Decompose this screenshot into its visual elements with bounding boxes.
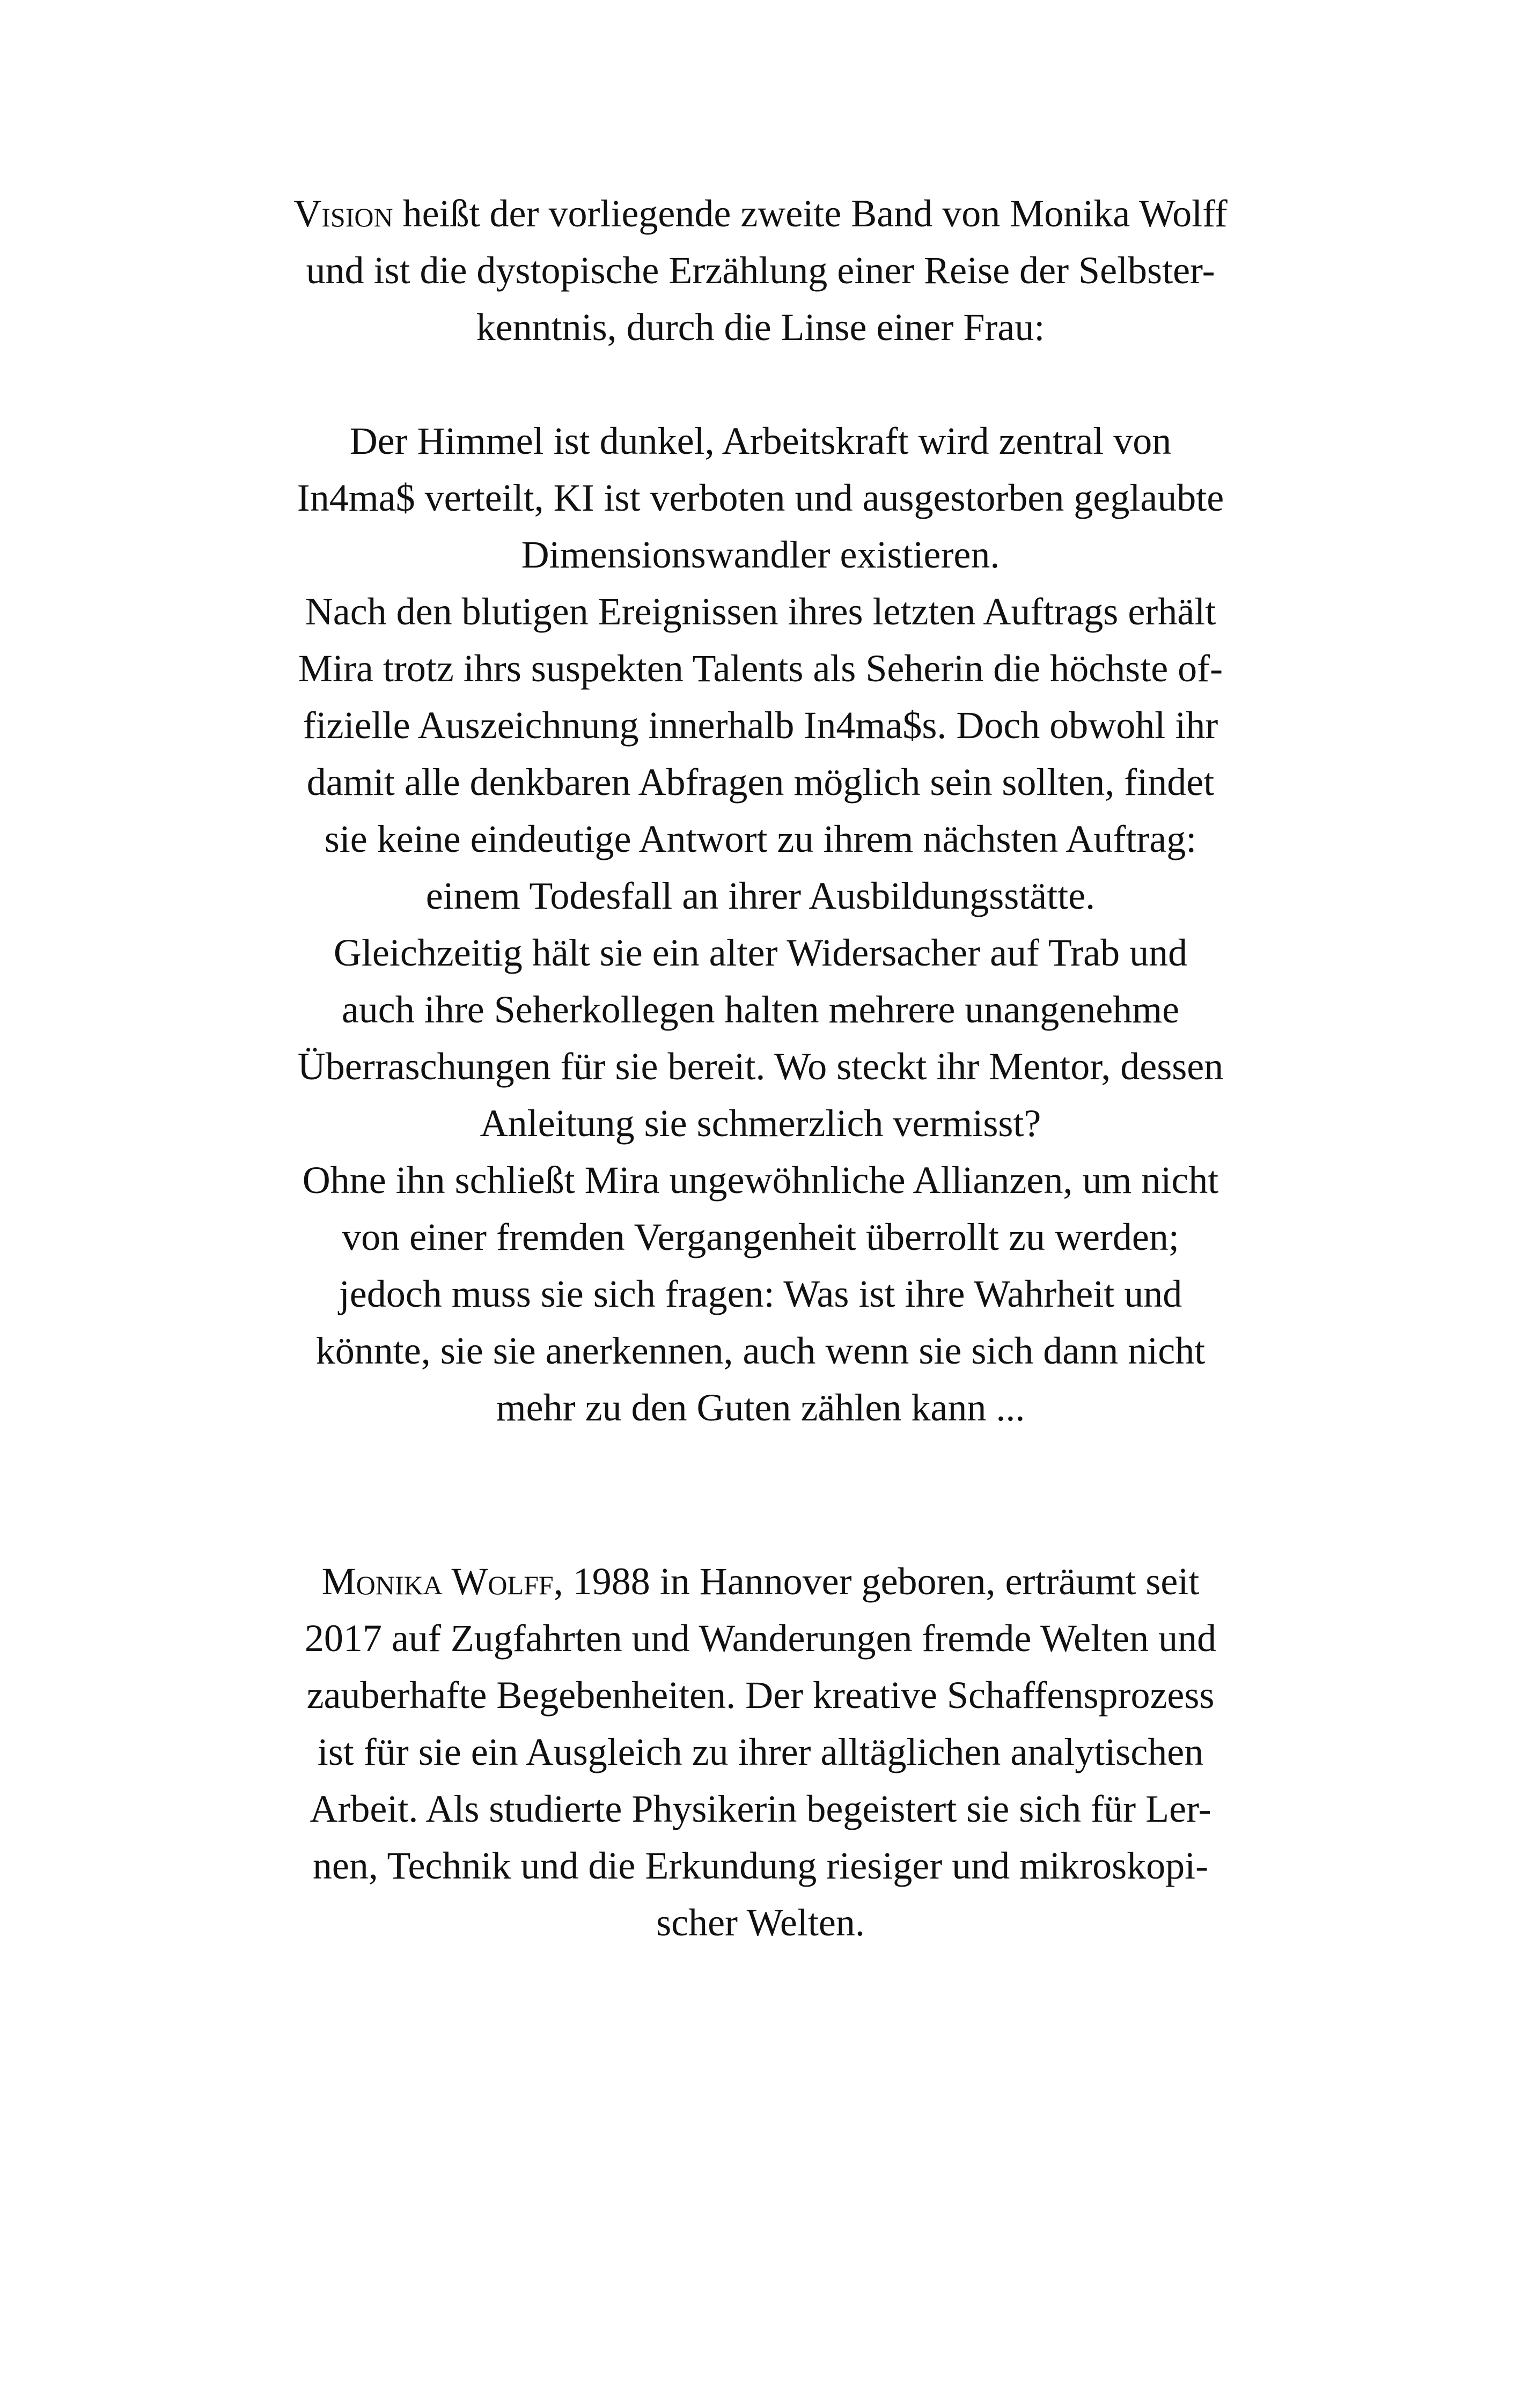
blurb-line: Dimensionswandler existieren.	[521, 533, 1000, 576]
book-title: Vision	[293, 192, 393, 235]
blurb-line: mehr zu den Guten zählen kann ...	[496, 1386, 1025, 1429]
blurb-line: Mira trotz ihrs suspekten Talents als Seherin die höchste of-	[298, 647, 1223, 690]
blurb-line: damit alle denkbaren Abfragen möglich sein sollten, findet	[306, 761, 1215, 804]
blurb-intro-line: und ist die dystopische Erzählung einer Reise der Selbster-	[306, 249, 1215, 292]
blurb-line: Ohne ihn schließt Mira ungewöhnliche Allianzen, um nicht	[302, 1159, 1219, 1202]
blurb-line: könnte, sie sie anerkennen, auch wenn sie sich dann nicht	[315, 1329, 1206, 1372]
bio-line: ist für sie ein Ausgleich zu ihrer alltäglichen analytischen	[317, 1730, 1204, 1773]
blurb-line: In4ma$ verteilt, KI ist verboten und ausgestorben geglaubte	[297, 476, 1224, 519]
bio-line: 2017 auf Zugfahrten und Wanderungen fremde Welten und	[304, 1617, 1217, 1660]
author-bio-section	[204, 1553, 1317, 1951]
blurb-intro-line: Vision heißt der vorliegende zweite Band von Monika Wolff	[293, 192, 1228, 235]
blurb-line: auch ihre Seherkollegen halten mehrere unangenehme	[341, 988, 1180, 1031]
blurb-line: einem Todesfall an ihrer Ausbildungsstätte.	[425, 874, 1096, 917]
blurb-line: Überraschungen für sie bereit. Wo steckt ihr Mentor, dessen	[297, 1045, 1224, 1088]
blurb-intro-line: kenntnis, durch die Linse einer Frau:	[476, 306, 1045, 349]
blurb-line: fizielle Auszeichnung innerhalb In4ma$s. Doch obwohl ihr	[303, 704, 1218, 747]
blurb-section	[204, 185, 1317, 1436]
blurb-line: von einer fremden Vergangenheit überrollt zu werden;	[342, 1216, 1179, 1258]
blurb-line: jedoch muss sie sich fragen: Was ist ihre Wahrheit und	[339, 1272, 1182, 1315]
blurb-line: Gleichzeitig hält sie ein alter Widersacher auf Trab und	[333, 931, 1188, 974]
blurb-line: Der Himmel ist dunkel, Arbeitskraft wird zentral von	[349, 419, 1172, 462]
paragraph-gap	[204, 356, 1317, 413]
bio-line: nen, Technik und die Erkundung riesiger und mikroskopi-	[312, 1844, 1209, 1887]
bio-line: Monika Wolff, 1988 in Hannover geboren, erträumt seit	[321, 1560, 1200, 1603]
blurb-line: sie keine eindeutige Antwort zu ihrem nächsten Auftrag:	[324, 818, 1197, 860]
author-name: Monika Wolff	[321, 1560, 554, 1603]
bio-line: zauberhafte Begebenheiten. Der kreative Schaffensprozess	[306, 1674, 1215, 1717]
blurb-line: Anleitung sie schmerzlich vermisst?	[480, 1102, 1041, 1145]
bio-line: scher Welten.	[656, 1901, 865, 1944]
bio-line: Arbeit. Als studierte Physikerin begeistert sie sich für Ler-	[310, 1787, 1211, 1830]
blurb-line: Nach den blutigen Ereignissen ihres letzten Auftrags erhält	[305, 590, 1216, 633]
